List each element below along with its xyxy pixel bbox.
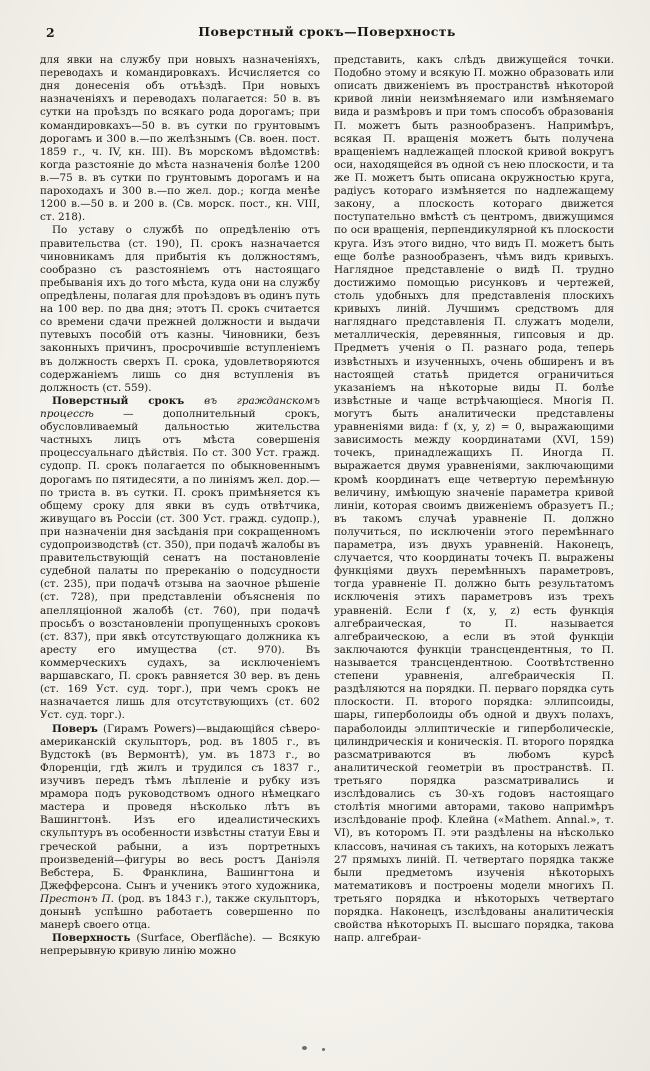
running-title: Поверстный срокъ—Поверхность xyxy=(198,24,456,39)
text-segment: въ гражданскомъ процессѣ xyxy=(40,394,320,420)
page-header xyxy=(40,24,614,42)
entry-term: Поверхность xyxy=(52,932,131,945)
text-segment: (Гирамъ Powers)—выдающійся сѣверо-американскій скульпторъ, род. въ 1805 г., въ Вудстокѣ (въ Вермонтѣ), ум. въ 1873 г., во Флоренціи, гдѣ жилъ и трудился съ 1837 г., изучивъ передъ тѣмъ лѣпленіе и рубку изъ мрамора подъ руководствомъ одного нѣмецкаго мастера и проведя нѣсколько лѣтъ въ Вашингтонѣ. Изъ его идеалистическихъ скульптуръ въ особенности извѣстны статуи Евы и греческой рабыни, а изъ портретныхъ произведеній—фигуры во весь ростъ Даніэля Вебстера, Б. Франклина, Вашингтона и Джефферсона. Сынъ и ученикъ этого художника, xyxy=(40,722,320,892)
ink-speck xyxy=(322,1048,325,1051)
text-segment: для явки на службу при новыхъ назначеніяхъ, переводахъ и командировкахъ. Исчисляется со дня донесенія объ отъѣздѣ. При новыхъ назначеніяхъ и переводахъ полагается: 50 в. въ сутки на проѣздъ по всякаго рода дорогамъ; при командировкахъ—50 в. въ сутки по грунтовымъ дорогамъ и 300 в.—по желѣзнымъ (Св. воен. пост. 1859 г., ч. IV, кн. III). Въ морскомъ вѣдомствѣ: когда разстояніе до мѣста назначенія болѣе 1200 в.—75 в. въ сутки по грунтовымъ дорогамъ и на пароходахъ и 300 в.—по жел. дор.; когда менѣе 1200 в.—50 в. и 200 в. (Св. морск. пост., кн. VIII, ст. 218). xyxy=(40,54,320,224)
text-columns xyxy=(40,54,614,959)
paragraph xyxy=(40,54,320,224)
paragraph xyxy=(40,723,320,933)
right-column xyxy=(334,54,614,945)
text-segment: — дополнительный срокъ, обусловливаемый дальностью жительства частныхъ лицъ отъ мѣста совершенія процессуальнаго дѣйствія. По ст. 300 Уст. гражд. судопр. П. срокъ полагается по обыкновеннымъ дорогамъ по пятидесяти, а по линіямъ жел. дор.—по триста в. въ сутки. П. срокъ примѣняется къ общему сроку для явки въ судъ отвѣтчика, живущаго въ Россіи (ст. 300 Уст. гражд. судопр.), при назначеніи дня засѣданія при сокращенномъ судопроизводствѣ (ст. 350), при подачѣ жалобы въ правительствующій сенатъ на постановленіе судебной палаты по пререканію о подсудности (ст. 235), при подачѣ отзыва на заочное рѣшеніе (ст. 728), при представленіи объясненія по апелляціонной жалобѣ (ст. 760), при подачѣ просьбъ о возстановленіи пропущенныхъ сроковъ (ст. 837), при явкѣ отсутствующаго должника къ аресту его имущества (ст. 970). Въ коммерческихъ судахъ, за исключеніемъ варшавскаго, П. срокъ равняется 30 вер. въ день (ст. 169 Уст. суд. торг.), при чемъ срокъ не назначается лишь для отсутствующихъ (ст. 602 Уст. суд. торг.). xyxy=(40,407,320,722)
text-segment: (Surface, Oberfläche). — Всякую непрерывную кривую линію можно xyxy=(40,932,320,958)
text-segment: представить, какъ слѣдъ движущейся точки. Подобно этому и всякую П. можно образовать или описать движеніемъ въ пространствѣ нѣкоторой кривой линіи неизмѣняемаго или измѣняемаго вида и размѣровъ и при томъ способъ образованія П. можетъ быть разнообразенъ. Напримѣръ, всякая П. вращенія можетъ быть получена вращеніемъ надлежащей плоской кривой вокругъ оси, находящейся въ одной съ нею плоскости, и та же П. можетъ быть описана окружностью круга, радіусъ котораго измѣняется по надлежащему закону, а плоскость котораго движется поступательно вмѣстѣ съ центромъ, движущимся по оси вращенія, перпендикулярной къ плоскости круга. Изъ этого видно, что видъ П. можетъ быть еще болѣе разнообразенъ, чѣмъ видъ кривыхъ. Наглядное представленіе о видѣ П. трудно достижимо помощью рисунковъ и чертежей, столь удобныхъ для представленія плоскихъ кривыхъ линій. Лучшимъ средствомъ для нагляднаго представленія П. служатъ модели, металлическія, деревянныя, гипсовыя и др. Предметъ ученія о П. разнаго рода, теперь извѣстныхъ и изученныхъ, очень обширенъ и въ настоящей статьѣ придется ограничиться указаніемъ на нѣкоторые виды П. болѣе извѣстные и чаще встрѣчающіеся. Многія П. могутъ быть аналитически представлены уравненіями вида: f (x, y, z) = 0, выражающими зависимость между координатами (XVI, 159) точекъ, принадлежащихъ П. Иногда П. выражается двумя уравненіями, заключающими кромѣ координатъ еще четвертую перемѣнную величину, имѣющую значеніе параметра кривой линіи, которая своимъ движеніемъ образуетъ П.; въ такомъ случаѣ уравненіе П. должно получиться, по исключеніи этого перемѣннаго параметра, изъ двухъ уравненій. Наконецъ, случается, что координаты точекъ П. выражены функціями двухъ перемѣнныхъ параметровъ, тогда уравненіе П. должно быть результатомъ исключенія этихъ параметровъ изъ трехъ уравненій. Если f (x, y, z) есть функція алгебраическая, то П. называется алгебраическою, а если въ этой функціи заключаются функціи трансцендентныя, то П. называется трансцендентною. Соотвѣтственно степени уравненія, алгебраическія П. раздѣляются на порядки. П. перваго порядка суть плоскости. П. второго порядка: эллипсоиды, шары, гиперболоиды объ одной и двухъ полахъ, параболоиды эллиптическіе и гиперболическіе, цилиндрическія и коническія. П. второго порядка разсматриваются въ любомъ курсѣ аналитической геометріи въ пространствѣ. П. третьяго порядка разсматривались и изслѣдовались съ 30-хъ годовъ настоящаго столѣтія многими авторами, таково напримѣръ изслѣдованіе проф. Клейна («Mathem. Annal.», т. VI), въ которомъ П. эти раздѣлены на нѣсколько классовъ, начиная съ такихъ, на которыхъ лежатъ 27 прямыхъ линій. П. четвертаго порядка также были предметомъ изученія нѣкоторыхъ математиковъ и построены модели многихъ П. третьяго порядка и нѣкоторыхъ четвертаго порядка. Наконецъ, изслѣдованы аналитическія свойства нѣкоторыхъ П. высшаго порядка, такова напр. алгебраи- xyxy=(334,54,614,945)
text-segment: Престонъ П. xyxy=(40,893,114,905)
page-number: 2 xyxy=(46,25,55,40)
text-segment: (род. въ 1843 г.), также скульпторъ, донынѣ успѣшно работаетъ совершенно по манерѣ своего отца. xyxy=(40,893,320,932)
paragraph xyxy=(40,932,320,958)
paragraph xyxy=(40,395,320,723)
ink-speck xyxy=(302,1046,307,1050)
left-column xyxy=(40,54,320,959)
text-segment: По уставу о службѣ по опредѣленію отъ правительства (ст. 190), П. срокъ назначается чиновникамъ для прибытія къ должностямъ, сообразно съ разстояніемъ отъ настоящаго пребыванія ихъ до того мѣста, куда они на службу опредѣлены, полагая для проѣздовъ въ одинъ путь на 100 вер. по два дня; этотъ П. срокъ считается со времени сдачи прежней должности и выдачи путевыхъ пособій отъ казны. Чиновники, безъ законныхъ причинъ, просрочившіе вступленіемъ въ должность сверхъ П. срока, удовлетворяются содержаніемъ лишь со дня вступленія въ должность (ст. 559). xyxy=(40,224,320,394)
paragraph xyxy=(40,224,320,394)
paragraph xyxy=(334,54,614,945)
entry-term: Поверстный срокъ xyxy=(52,394,205,407)
entry-term: Поверъ xyxy=(52,722,98,735)
